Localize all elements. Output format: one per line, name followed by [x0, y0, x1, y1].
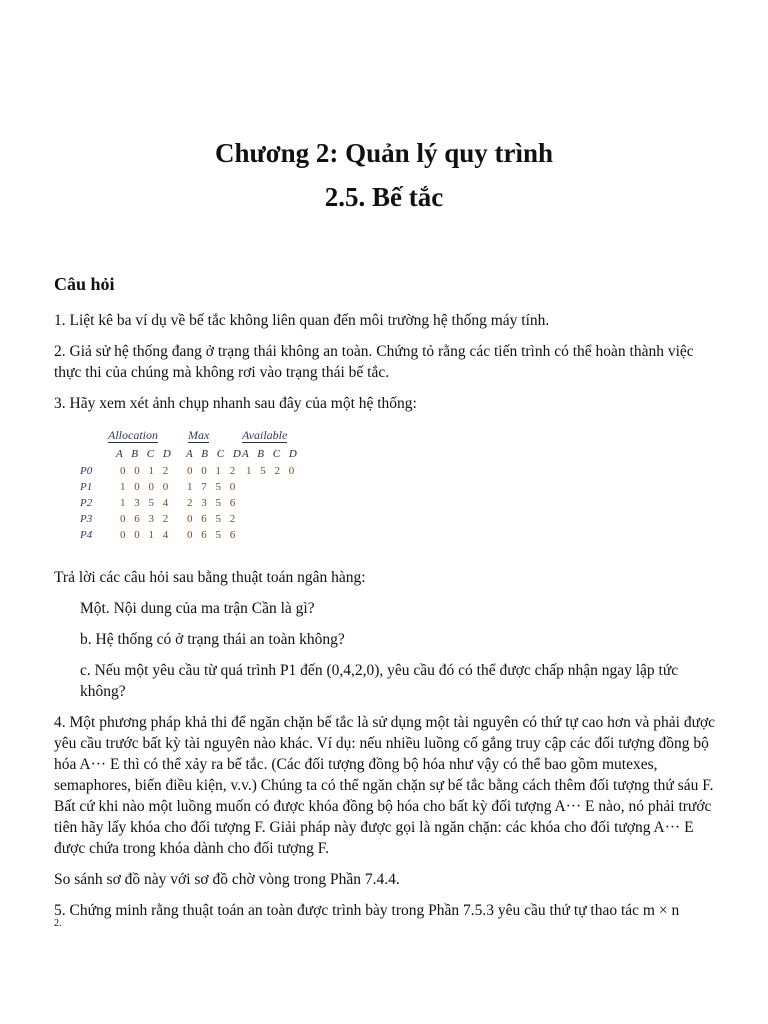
- question-2: 2. Giả sử hệ thống đang ở trạng thái không an toàn. Chứng tỏ rằng các tiến trình có thể hoàn thành việc thực thi của chúng mà không rơi vào trạng thái bế tắc.: [54, 343, 694, 381]
- allocation-cell: 0 0 1 2: [120, 465, 172, 477]
- question-5-superscript: 2.: [54, 918, 62, 929]
- max-header: Max: [188, 428, 210, 442]
- allocation-resources: A B C D: [116, 448, 174, 460]
- chapter-title: Chương 2: Quản lý quy trình: [214, 138, 553, 168]
- sub-question-b: b. Hệ thống có ở trạng thái an toàn không?: [80, 631, 345, 648]
- sub-question-a: Một. Nội dung của ma trận Cần là gì?: [80, 600, 315, 617]
- question-4: 4. Một phương pháp khả thi để ngăn chặn bế tắc là sử dụng một tài nguyên có thứ tự cao hơn và phải được yêu cầu trước bất kỳ tài nguyên nào khác. Ví dụ: nếu nhiều luồng cố gắng truy cập các đối tượng đồng bộ hóa A··· E thì có thể xảy ra bế tắc. (Các đối tượng đồng bộ hóa như vậy có thể bao gồm mutexes, semaphores, biến điều kiện, v.v.) Chúng ta có thể ngăn chặn sự bế tắc bằng cách thêm đối tượng thứ sáu F. Bất cứ khi nào một luồng muốn có được khóa đồng bộ hóa cho bất kỳ đối tượng A··· E nào, nó phải trước tiên hãy lấy khóa cho đối tượng F. Giải pháp này được gọi là ngăn chặn: các khóa cho đối tượng A··· E được chứa trong khóa dành cho đối tượng F.: [54, 714, 716, 857]
- max-cell: 0 6 5 6: [187, 529, 239, 541]
- answer-intro: Trả lời các câu hỏi sau bằng thuật toán ngân hàng:: [54, 569, 366, 586]
- max-cell: 2 3 5 6: [187, 497, 239, 509]
- max-cell: 0 6 5 2: [187, 513, 239, 525]
- sub-question-c: c. Nếu một yêu cầu từ quá trình P1 đến (0,4,2,0), yêu cầu đó có thể được chấp nhận ngay lập tức không?: [80, 662, 679, 700]
- questions-heading: Câu hỏi: [54, 274, 115, 294]
- allocation-cell: 0 6 3 2: [120, 513, 172, 525]
- process-label: P0: [80, 465, 93, 477]
- question-1: 1. Liệt kê ba ví dụ về bế tắc không liên quan đến môi trường hệ thống máy tính.: [54, 312, 550, 329]
- allocation-cell: 1 0 0 0: [120, 481, 172, 493]
- process-label: P2: [80, 497, 93, 509]
- max-resources: A B C D: [186, 448, 244, 460]
- available-resources: A B C D: [242, 448, 300, 460]
- section-title: 2.5. Bế tắc: [324, 182, 444, 212]
- question-5: 5. Chứng minh rằng thuật toán an toàn được trình bày trong Phần 7.5.3 yêu cầu thứ tự thao tác m × n: [54, 902, 680, 919]
- compare-statement: So sánh sơ đồ này với sơ đồ chờ vòng trong Phần 7.4.4.: [54, 871, 400, 888]
- process-label: P1: [80, 481, 93, 493]
- process-label: P4: [80, 529, 93, 541]
- allocation-cell: 1 3 5 4: [120, 497, 172, 509]
- process-label: P3: [80, 513, 93, 525]
- available-cell: 1 5 2 0: [246, 465, 298, 477]
- available-header: Available: [242, 428, 288, 442]
- max-cell: 1 7 5 0: [187, 481, 239, 493]
- allocation-header: Allocation: [108, 428, 158, 442]
- question-3: 3. Hãy xem xét ảnh chụp nhanh sau đây của một hệ thống:: [54, 395, 417, 412]
- max-cell: 0 0 1 2: [187, 465, 239, 477]
- allocation-cell: 0 0 1 4: [120, 529, 172, 541]
